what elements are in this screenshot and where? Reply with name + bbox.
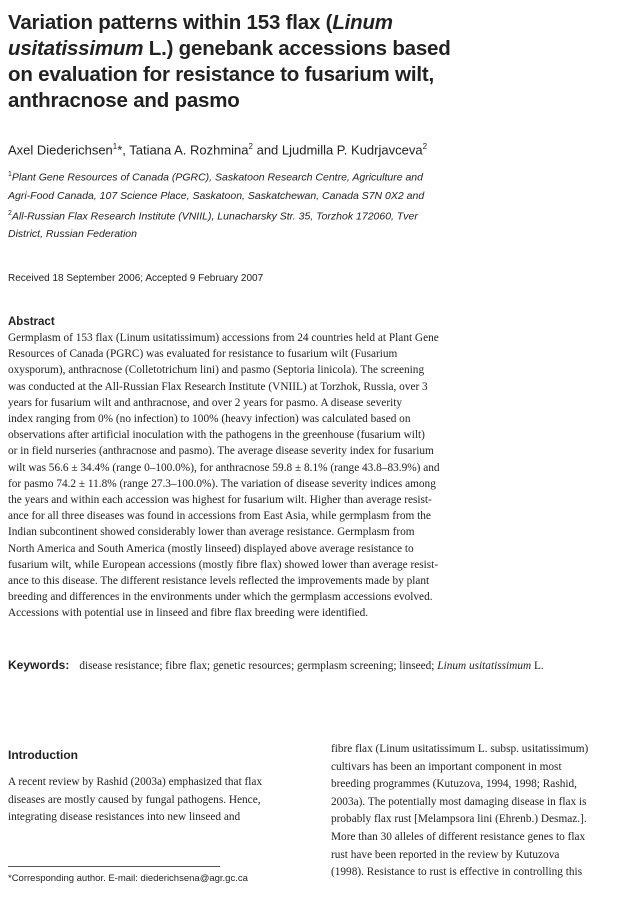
abstract-line: fusarium wilt, while European accessions (mostly fibre flax) showed lower than average resist- [8, 558, 439, 571]
abstract-line: Indian subcontinent showed considerably lower than average resistance. Germplasm from [8, 526, 415, 539]
affiliation-line: $^1$Plant Gene Resources of Canada (PGRC), Saskatoon Research Centre, Agriculture and [8, 171, 423, 184]
body-line: cultivars has been an important component in most [331, 760, 562, 773]
received-dates: Received 18 September 2006; Accepted 9 February 2007 [8, 273, 264, 284]
right-column [331, 741, 633, 882]
abstract-line: ance to this disease. The different resistance levels reflected the improvements made by plant [8, 575, 430, 588]
body-line: 2003a). The potentially most damaging disease in flax is [331, 795, 587, 808]
left-column [8, 748, 310, 827]
abstract-line: observations after artificial inoculation with the pathogens in the greenhouse (fusarium wilt) [8, 429, 425, 442]
body-line: probably flax rust [Melampsora lini (Ehrenb.) Desmaz.]. [331, 813, 587, 826]
body-line: (1998). Resistance to rust is effective in controlling this [331, 866, 583, 879]
author-name: , Tatiana A. Rozhmina [122, 142, 249, 158]
corresponding-author-footnote: *Corresponding author. E-mail: diederichsena@agr.gc.ca [8, 873, 248, 884]
affiliations [8, 166, 633, 243]
abstract-line: oxysporum), anthracnose (Colletotrichum lini) and pasmo (Septoria linicola). The screening [8, 364, 425, 377]
right-column-text [331, 741, 633, 882]
abstract-line: ance for all three diseases was found in accessions from East Asia, while germplasm from the [8, 510, 431, 523]
body-line: diseases are mostly caused by fungal pathogens. Hence, [8, 793, 261, 806]
keywords-italic: Linum usitatissimum [437, 660, 532, 672]
abstract-line: North America and South America (mostly linseed) displayed above average resistance to [8, 542, 414, 555]
left-column-text [8, 774, 310, 827]
title-line: usitatissimum L.) genebank accessions based [8, 37, 451, 60]
abstract-line: was conducted at the All-Russian Flax Research Institute (VNIIL) at Torzhok, Russia, over 3 [8, 380, 428, 393]
body-line: A recent review by Rashid (2003a) emphasized that flax [8, 776, 263, 788]
paper-title [8, 10, 628, 114]
abstract-line: for pasmo 74.2 ± 11.8% (range 27.3–100.0%). The variation of disease severity indices among [8, 477, 436, 490]
body-line: rust have been reported in the review by Kutuzova [331, 848, 560, 861]
abstract-line: Germplasm of 153 flax (Linum usitatissimum) accessions from 24 countries held at Plant Gene [8, 332, 439, 344]
body-line: integrating disease resistances into new linseed and [8, 811, 241, 824]
affiliation-line: Agri-Food Canada, 107 Science Place, Saskatoon, Saskatchewan, Canada S7N 0X2 and [8, 189, 425, 202]
author-name: and Ljudmilla P. Kudrjavceva [252, 142, 423, 158]
body-line: breeding programmes (Kutuzova, 1994, 1998; Rashid, [331, 778, 577, 791]
title-line: on evaluation for resistance to fusarium wilt, [8, 63, 434, 86]
affiliation-line: $^2$All-Russian Flax Research Institute (VNIIL), Lunacharsky Str. 35, Torzhok 172060, Tver [8, 209, 418, 222]
abstract-heading: Abstract [8, 316, 55, 328]
affil-marker: 2 [248, 142, 253, 151]
abstract-body [8, 330, 633, 622]
abstract-line: wilt was 56.6 ± 34.4% (range 0–100.0%), for anthracnose 59.8 ± 8.1% (range 43.8–83.9%) and [8, 461, 440, 474]
introduction-heading: Introduction [8, 748, 78, 762]
affil-marker: 2 [422, 142, 428, 151]
abstract-line: Resources of Canada (PGRC) was evaluated for resistance to fusarium wilt (Fusarium [8, 348, 398, 361]
abstract-line: index ranging from 0% (no infection) to 100% (heavy infection) was calculated based on [8, 413, 411, 426]
body-line: More than 30 alleles of different resistance genes to flax [331, 830, 586, 843]
corresponding-mark: * [117, 142, 123, 158]
footnote-divider [8, 866, 220, 867]
keywords-text: disease resistance; fibre flax; genetic resources; germplasm screening; linseed; [79, 660, 438, 672]
abstract-line: the years and within each accession was highest for fusarium wilt. Higher than average resist- [8, 494, 432, 507]
affiliation-line: District, Russian Federation [8, 228, 137, 240]
abstract-line: Accessions with potential use in linseed and fibre flax breeding were identified. [8, 607, 369, 620]
title-line: anthracnose and pasmo [8, 89, 240, 112]
abstract-line: breeding and differences in the environments under which the germplasm accessions evolved. [8, 591, 433, 604]
keywords-end: L. [531, 660, 544, 672]
abstract-line: years for fusarium wilt and anthracnose, and over 2 years for pasmo. A disease severity [8, 396, 403, 409]
body-line: fibre flax (Linum usitatissimum L. subsp. usitatissimum) [331, 743, 589, 755]
author-name: Axel Diederichsen [8, 142, 113, 158]
title-line: Variation patterns within 153 flax (Linum [8, 11, 393, 34]
abstract-line: or in field nurseries (anthracnose and pasmo). The average disease severity index for fusarium [8, 445, 434, 458]
keywords-label: Keywords: [8, 658, 70, 672]
affil-marker: 1 [112, 142, 118, 151]
author-list [8, 142, 427, 157]
keywords [8, 658, 633, 672]
